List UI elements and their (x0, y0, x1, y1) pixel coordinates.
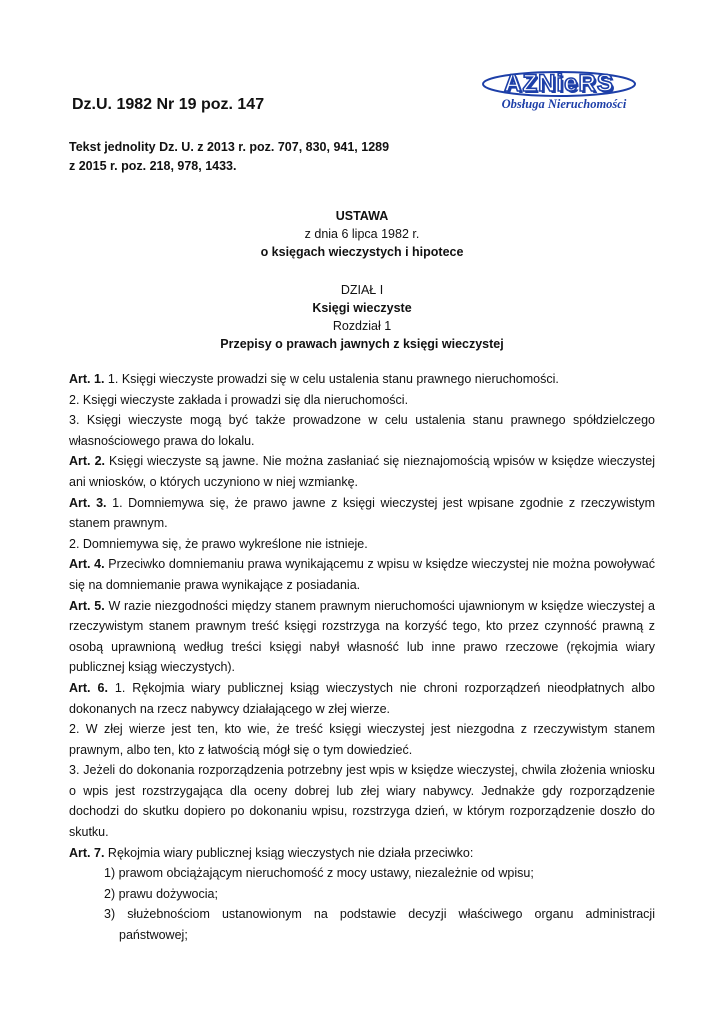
article-1-para-1 (69, 369, 655, 390)
division-title: Księgi wieczyste (312, 301, 412, 315)
consolidated-text-reference (69, 138, 389, 176)
act-body (69, 369, 655, 946)
article-2 (69, 451, 655, 492)
article-4 (69, 554, 655, 595)
article-5-text: W razie niezgodności między stanem prawnym nieruchomości ujawnionym w księdze wieczystej a rzeczywistym stanem prawnym treść księgi rozstrzyga na korzyść tego, kto przez czynność prawną z osobą uprawnioną według treści księgi nabył własność lub inne prawo rzeczowe (rękojmia wiary publicznej ksiąg wieczystych). (69, 598, 655, 675)
document-reference: Dz.U. 1982 Nr 19 poz. 147 (72, 96, 265, 113)
azniers-logo (480, 70, 650, 120)
consolidated-text-line-1: Tekst jednolity Dz. U. z 2013 r. poz. 707, 830, 941, 1289 (69, 140, 390, 154)
logo-wordmark: AZNieRS (504, 70, 614, 97)
logo-tagline: Obsługa Nieruchomości (501, 97, 627, 111)
division-number: DZIAŁ I (340, 283, 384, 297)
section-heading-block (69, 281, 655, 353)
article-7-text: Rękojmia wiary publicznej ksiąg wieczystych nie działa przeciwko: (107, 845, 474, 860)
act-title-block (69, 207, 655, 261)
article-3-label: Art. 3. (69, 495, 107, 510)
article-2-text: Księgi wieczyste są jawne. Nie można zasłaniać się nieznajomością wpisów w księdze wieczystej ani wniosków, o których uczyniono w niej wzmiankę. (69, 454, 655, 489)
article-7-item-3: 3) służebnościom ustanowionym na podstawie decyzji właściwego organu administracji państwowej; (104, 907, 655, 943)
chapter-title: Przepisy o prawach jawnych z księgi wieczystej (220, 337, 504, 351)
article-6-para-1 (69, 678, 655, 719)
act-date: z dnia 6 lipca 1982 r. (304, 227, 420, 241)
article-6-para-2: 2. W złej wierze jest ten, kto wie, że treść księgi wieczystej jest niezgodna z rzeczywistym stanem prawnym, albo ten, kto z łatwością mógł się o tym dowiedzieć. (69, 722, 655, 757)
article-3-para-1 (69, 493, 655, 534)
article-5 (69, 596, 655, 678)
article-7-item-2: 2) prawu dożywocia; (104, 886, 218, 901)
article-3-para-2: 2. Domniemywa się, że prawo wykreślone nie istnieje. (69, 536, 368, 551)
article-1-label: Art. 1. (69, 372, 105, 386)
article-1-text-1: 1. Księgi wieczyste prowadzi się w celu ustalenia stanu prawnego nieruchomości. (107, 372, 559, 386)
article-5-label: Art. 5. (69, 598, 105, 613)
article-1-para-2: 2. Księgi wieczyste zakłada i prowadzi się dla nieruchomości. (69, 392, 409, 407)
article-7-label: Art. 7. (69, 845, 105, 860)
article-1-para-3: 3. Księgi wieczyste mogą być także prowadzone w celu ustalenia stanu prawnego spółdzielczego własnościowego prawa do lokalu. (69, 413, 655, 448)
article-2-label: Art. 2. (69, 454, 105, 469)
article-6-text-1: 1. Rękojmia wiary publicznej ksiąg wieczystych nie chroni rozporządzeń nieodpłatnych albo dokonanych na rzecz nabywcy działającego w złej wierze. (69, 680, 655, 716)
article-6-label: Art. 6. (69, 680, 108, 695)
article-4-text: Przeciwko domniemaniu prawa wynikającemu z wpisu w księdze wieczystej nie można powoływać się na domniemanie prawa wynikające z posiadania. (69, 557, 655, 592)
article-7 (69, 843, 655, 864)
consolidated-text-line-2: z 2015 r. poz. 218, 978, 1433. (69, 159, 237, 173)
article-3-text-1: 1. Domniemywa się, że prawo jawne z księgi wieczystej jest wpisane zgodnie z rzeczywistym stanem prawnym. (69, 495, 656, 531)
chapter-number: Rozdział 1 (332, 319, 392, 333)
article-6-para-3: 3. Jeżeli do dokonania rozporządzenia potrzebny jest wpis w księdze wieczystej, chwila złożenia wniosku o wpis jest rozstrzygająca dla oceny dobrej lub złej wiary nabywcy. Jednakże gdy rozporządzenie dochodzi do skutku dopiero po dokonaniu wpisu, rozstrzyga dzień, w którym rozporządzenie doszło do skutku. (69, 763, 655, 840)
article-4-label: Art. 4. (69, 557, 105, 572)
article-7-item-1: 1) prawom obciążającym nieruchomość z mocy ustawy, niezależnie od wpisu; (104, 866, 534, 881)
act-name: o księgach wieczystych i hipotece (260, 245, 464, 259)
act-type: USTAWA (335, 209, 389, 223)
